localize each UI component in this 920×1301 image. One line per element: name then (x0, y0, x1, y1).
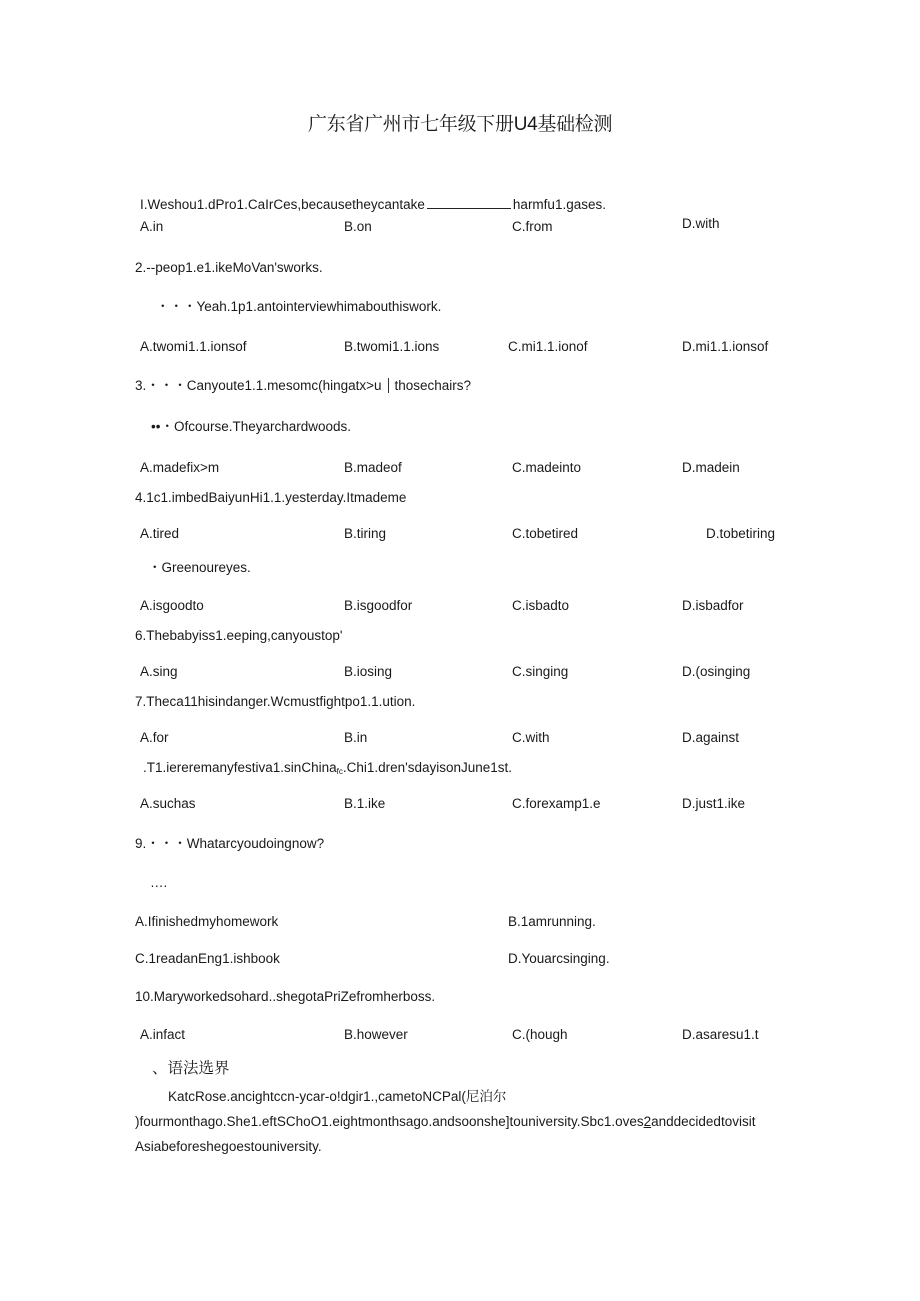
question-3-option-b: B.madeof (344, 460, 402, 475)
question-5-stem: ・Greenoureyes. (148, 560, 251, 575)
question-8-option-b: B.1.ike (344, 796, 386, 811)
question-9-option-d: D.Youarcsinging. (508, 951, 610, 966)
section-heading: 、语法选界 (152, 1060, 230, 1077)
passage-line-2-part-c: touniversity.Sbc1.oves (509, 1114, 644, 1129)
question-8-stem-part-a: .T1.iereremanyfestiva1.sinChina (143, 760, 337, 775)
passage-blank-1: ] (505, 1114, 510, 1129)
question-1-stem-part-a: I.Weshou1.dPro1.CaIrCes,becausetheycantake (140, 197, 425, 212)
question-1-option-c: C.from (512, 219, 553, 234)
passage-line-2 (135, 1113, 755, 1131)
question-3-option-a: A.madefix>m (140, 460, 220, 475)
question-5-option-a: A.isgoodto (140, 598, 204, 613)
question-3-stem-part-b: thosechairs? (394, 378, 472, 393)
question-8-option-a: A.suchas (140, 796, 196, 811)
question-6-option-c: C.singing (512, 664, 569, 679)
question-6-stem: 6.Thebabyiss1.eeping,canyoustop' (135, 628, 343, 643)
question-7-option-d: D.against (682, 730, 740, 745)
question-9-option-c: C.1readanEng1.ishbook (135, 951, 280, 966)
question-5-option-b: B.isgoodfor (344, 598, 413, 613)
question-6-option-d: D.(osinging (682, 664, 751, 679)
question-1-stem (140, 196, 606, 214)
question-3-reply: ••・Ofcourse.Theyarchardwoods. (151, 419, 352, 434)
question-1-option-b: B.on (344, 219, 372, 234)
question-10-option-a: A.infact (140, 1027, 186, 1042)
question-2-reply: ・・・Yeah.1p1.antointerviewhimabouthiswork. (156, 299, 442, 314)
question-7-option-b: B.in (344, 730, 368, 745)
question-4-option-c: C.tobetired (512, 526, 579, 541)
passage-line-1: KatcRose.ancightccn-ycar-o!dgir1.,cametoNCPal(尼泊尔 (168, 1089, 507, 1104)
question-2-option-d: D.mi1.1.ionsof (682, 339, 769, 354)
question-6-option-b: B.iosing (344, 664, 393, 679)
question-9-reply: …. (150, 875, 168, 890)
question-8-stem-part-b: .Chi1.dren'sdayisonJune1st. (342, 760, 513, 775)
question-10-option-b: B.however (344, 1027, 408, 1042)
question-1-option-a: A.in (140, 219, 164, 234)
question-3-option-d: D.madein (682, 460, 740, 475)
passage-line-3: Asiabeforeshegoestouniversity. (135, 1139, 322, 1154)
question-3-stem-part-a: 3.・・・Canyoute1.1.mesomc(hingatx>u (135, 378, 382, 393)
question-9-option-b: B.1amrunning. (508, 914, 596, 929)
question-8-option-c: C.forexamp1.e (512, 796, 601, 811)
passage-blank-2: 2 (643, 1114, 652, 1129)
question-1-option-d: D.with (682, 216, 720, 231)
question-7-option-a: A.for (140, 730, 169, 745)
question-2-option-a: A.twomi1.1.ionsof (140, 339, 247, 354)
question-9-stem: 9.・・・Whatarcyoudoingnow? (135, 836, 325, 851)
question-8-subscript: fc (336, 767, 343, 776)
answer-blank (427, 196, 511, 209)
question-10-stem: 10.Maryworkedsohard..shegotaPriZefromherboss. (135, 989, 436, 1004)
question-6-option-a: A.sing (140, 664, 178, 679)
question-1-stem-part-b: harmfu1.gases. (512, 197, 606, 212)
question-4-option-a: A.tired (140, 526, 180, 541)
passage-line-2-part-a: )fourmonthago.She1.eftSChoO1.eightmonthsago.andsoonshe (135, 1114, 506, 1129)
question-4-option-b: B.tiring (344, 526, 387, 541)
question-5-option-c: C.isbadto (512, 598, 570, 613)
passage-line-2-part-e: anddecidedtovisit (651, 1114, 756, 1129)
question-8-option-d: D.just1.ike (682, 796, 746, 811)
question-4-stem: 4.1c1.imbedBaiyunHi1.1.yesterday.Itmademe (135, 490, 407, 505)
question-8-stem (143, 759, 512, 781)
question-3-option-c: C.madeinto (512, 460, 582, 475)
question-2-option-b: B.twomi1.1.ions (344, 339, 440, 354)
question-2-option-c: C.mi1.1.ionof (508, 339, 588, 354)
text-cursor-mark (388, 378, 389, 393)
question-5-option-d: D.isbadfor (682, 598, 744, 613)
question-4-option-d: D.tobetiring (706, 526, 776, 541)
question-2-stem: 2.--peop1.e1.ikeMoVan'sworks. (135, 260, 323, 275)
question-9-option-a: A.Ifinishedmyhomework (135, 914, 279, 929)
question-10-option-c: C.(hough (512, 1027, 568, 1042)
question-7-option-c: C.with (512, 730, 550, 745)
page-title: 广东省广州市七年级下册U4基础检测 (308, 114, 613, 135)
question-10-option-d: D.asaresu1.t (682, 1027, 759, 1042)
question-7-stem: 7.Theca11hisindanger.Wcmustfightpo1.1.ution. (135, 694, 416, 709)
question-3-stem (135, 377, 471, 395)
